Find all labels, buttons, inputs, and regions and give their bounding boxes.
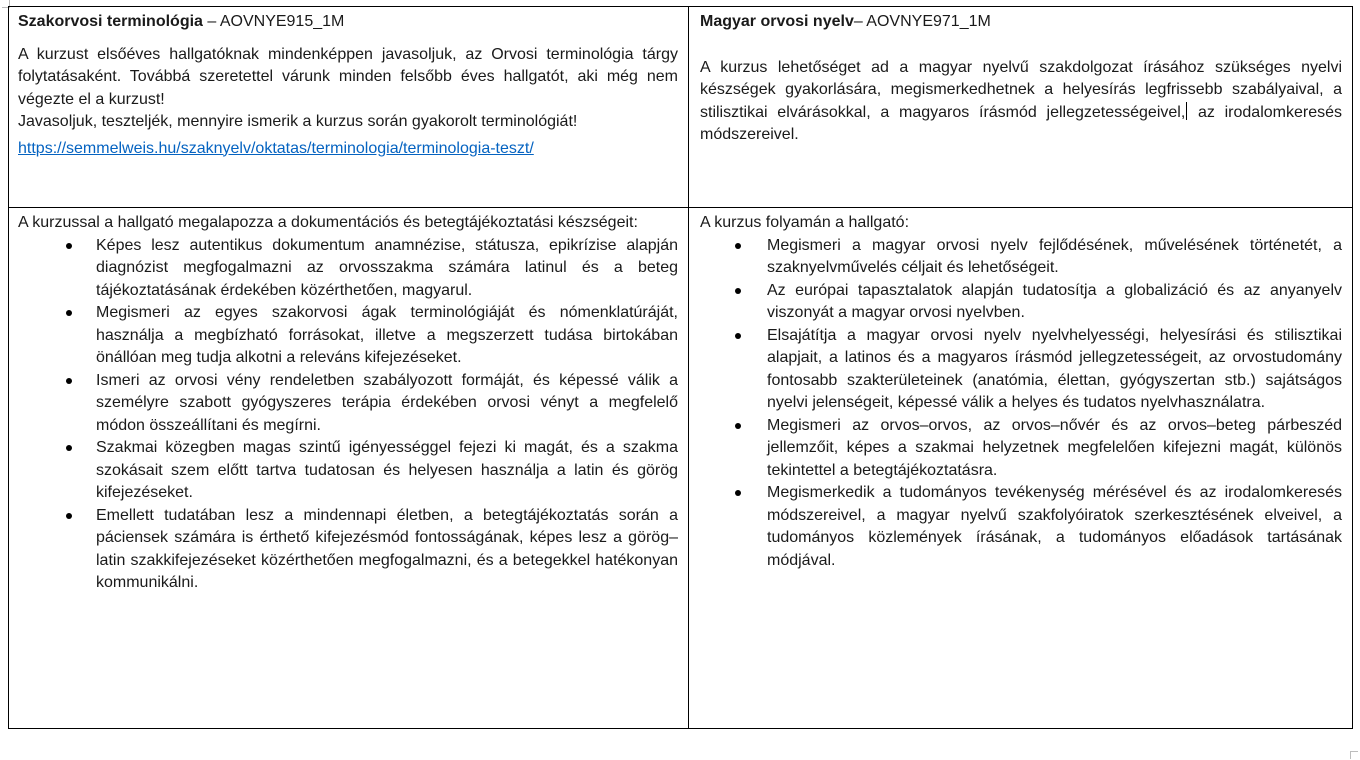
bullet-icon [735, 490, 741, 496]
course-description-text-end: az irodalomkeresés módszereivel. [700, 103, 1342, 143]
course-description-text: A kurzus lehetőséget ad a magyar nyelvű szakdolgozat írásához szükséges nyelvi készségek gyakorlására, megismerkedhetnek a helyesírás legfrissebb szabályaival, a stilisztikai elvárásokkal, a magyaros írásmód jellegzetességeivel, [700, 58, 1342, 121]
bullet-icon [735, 423, 741, 429]
course-link-line [18, 138, 678, 161]
bullet-icon [66, 445, 72, 451]
bullet-icon [66, 243, 72, 249]
outcome-item: Elsajátítja a magyar orvosi nyelv nyelvhelyességi, helyesírási és stilisztikai alapjait, a latinos és a magyaros írásmód jellegzetességeit, az orvostudomány fontosabb szakterületeinek (anatómia, élettan, gyógyszertan stb.) sajátságos nyelvi jelenségeit, képessé válik a helyes és tudatos nyelvhasználatra. [700, 325, 1342, 415]
course-code: – AOVNYE971_1M [853, 13, 991, 30]
outcomes-intro: A kurzussal a hallgató megalapozza a dokumentációs és betegtájékoztatási készségeit: [18, 214, 638, 231]
bullet-icon [66, 310, 72, 316]
outcomes-cell-magyar-orvosi-nyelv [689, 208, 1353, 729]
course-description: A kurzust elsőéves hallgatóknak mindenképpen javasoljuk, az Orvosi terminológia tárgy folytatásaként. Továbbá szeretettel várunk minden felsőbb éves hallgatót, aki még nem végezte el a kurzust! [18, 45, 678, 108]
outcome-item: Megismerkedik a tudományos tevékenység mérésével és az irodalomkeresés módszereivel, a magyar nyelvű szakfolyóiratok szerkesztésének elveivel, a tudományos közlemények írásának, a tudományos előadások tartásának módjával. [700, 482, 1342, 572]
course-recommendation: Javasoljuk, teszteljék, mennyire ismerik a kurzus során gyakorolt terminológiát! [18, 113, 578, 130]
bullet-icon [66, 378, 72, 384]
bullet-icon [735, 288, 741, 294]
course-code: – AOVNYE915_1M [202, 13, 345, 30]
bullet-icon [735, 243, 741, 249]
bullet-icon [66, 513, 72, 519]
outcomes-list [18, 235, 678, 595]
outcome-item: Megismeri az orvos–orvos, az orvos–nővér és az orvos–beteg párbeszéd jellemzőit, képes a szakmai helyzetnek megfelelően kifejezni magát, különös tekintettel a betegtájékoztatásra. [700, 415, 1342, 483]
outcome-item: Ismeri az orvosi vény rendeletben szabályozott formáját, és képessé válik a személyre szabott gyógyszeres terápia érdekében orvosi vényt a megfelelő módon összeállítani és megírni. [18, 370, 678, 438]
outcome-item: Képes lesz autentikus dokumentum anamnézise, státusza, epikrízise alapján diagnózist megfogalmazni az orvosszakma számára latinul és a beteg tájékoztatásának érdekében közérthetően, magyarul. [18, 235, 678, 303]
outcome-item: Megismeri az egyes szakorvosi ágak terminológiáját és nómenklatúráját, használja a megbízható forrásokat, illetve a megszerzett tudása birtokában önállóan meg tudja alkotni a releváns kifejezéseket. [18, 302, 678, 370]
course-title: Magyar orvosi nyelv [700, 13, 854, 30]
course-cell-magyar-orvosi-nyelv [689, 7, 1353, 208]
page-corner-mark-bottom-right [1350, 751, 1358, 759]
outcomes-intro: A kurzus folyamán a hallgató: [700, 214, 910, 231]
course-heading [18, 11, 678, 34]
terminology-test-link[interactable]: https://semmelweis.hu/szaknyelv/oktatas/terminologia/terminologia-teszt/ [18, 139, 534, 157]
outcomes-cell-szakorvosi-terminologia [9, 208, 689, 729]
course-header-row [9, 7, 1353, 208]
outcome-item: Megismeri a magyar orvosi nyelv fejlődésének, művelésének történetét, a szaknyelvművelés céljait és lehetőségeit. [700, 235, 1342, 280]
course-description [700, 57, 1342, 147]
course-title: Szakorvosi terminológia [18, 13, 203, 30]
outcome-item: Az európai tapasztalatok alapján tudatosítja a globalizáció és az anyanyelv viszonyát a magyar orvosi nyelvben. [700, 280, 1342, 325]
outcomes-list [700, 235, 1342, 573]
course-cell-szakorvosi-terminologia [9, 7, 689, 208]
course-heading [700, 11, 1342, 34]
course-table [8, 6, 1353, 729]
outcome-item: Emellett tudatában lesz a mindennapi életben, a betegtájékoztatás során a páciensek számára is érthető kifejezésmód fontosságának, képes lesz a görög–latin szakkifejezéseket közérthetően megfogalmazni, és a betegekkel hatékonyan kommunikálni. [18, 505, 678, 595]
bullet-icon [735, 333, 741, 339]
outcome-item: Szakmai közegben magas szintű igényességgel fejezi ki magát, és a szakma szokásait szem előtt tartva tudatosan és helyesen használja a latin és görög kifejezéseket. [18, 437, 678, 505]
course-outcomes-row [9, 208, 1353, 729]
